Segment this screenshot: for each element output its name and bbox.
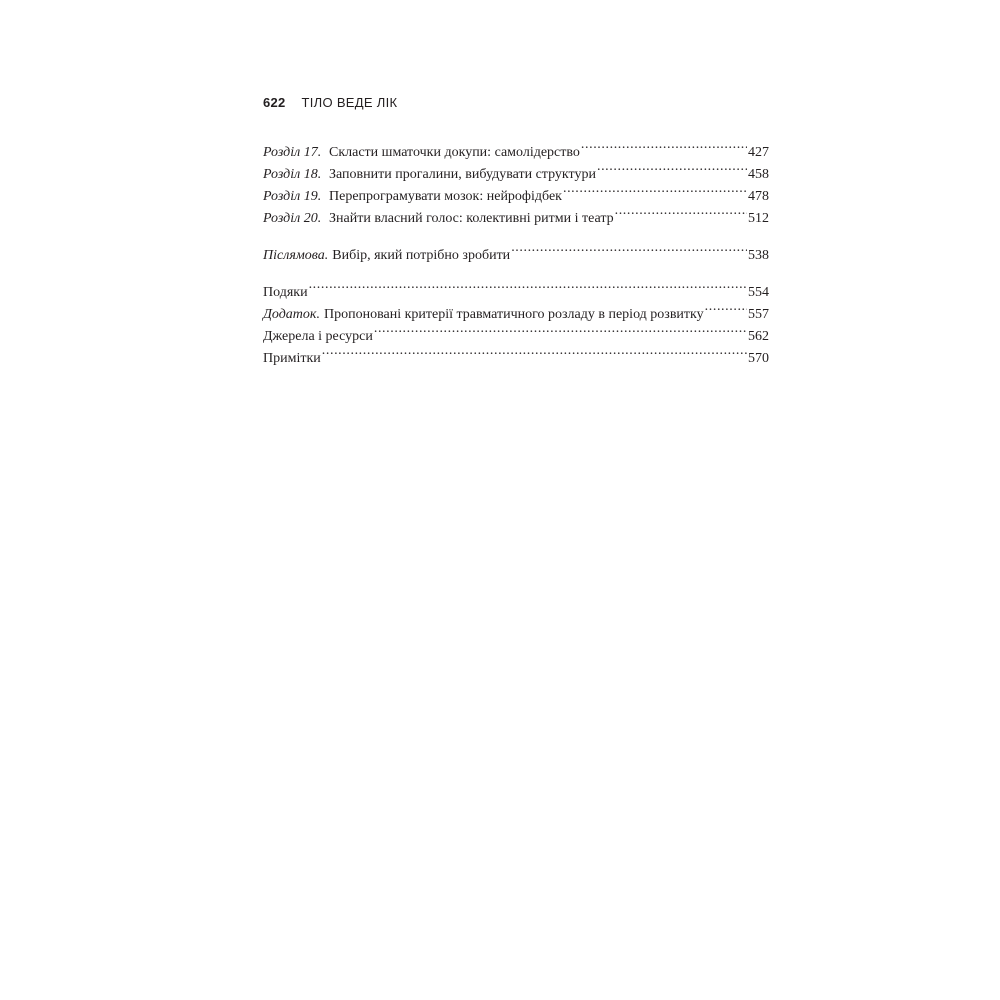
toc-page-number: 478: [748, 189, 769, 204]
dot-leader: [510, 237, 747, 259]
toc-chapter-title: Скласти шматочки докупи: самолідерство: [329, 145, 580, 160]
dot-leader: [373, 318, 747, 340]
toc-entry-title: Примітки: [263, 351, 321, 366]
toc-page-number: 554: [748, 285, 769, 300]
running-head: [263, 95, 397, 110]
toc-entry-chapter-17[interactable]: [263, 134, 769, 160]
toc-page-number: 570: [748, 351, 769, 366]
toc-chapter-label: Розділ 18.: [263, 167, 322, 182]
toc-afterword-title: Вибір, який потрібно зробити: [332, 248, 511, 263]
toc-entry-title: Подяки: [263, 285, 308, 300]
page-number: 622: [263, 95, 286, 110]
toc-page-number: 562: [748, 329, 769, 344]
toc-entry-notes[interactable]: [263, 340, 769, 366]
book-title: ТІЛО ВЕДЕ ЛІК: [301, 95, 398, 110]
toc-entry-appendix[interactable]: [263, 296, 769, 322]
toc-chapter-label: Розділ 20.: [263, 211, 322, 226]
dot-leader: [596, 156, 747, 178]
toc-chapter-title: Перепрограмувати мозок: нейрофідбек: [329, 189, 562, 204]
dot-leader: [562, 178, 747, 200]
dot-leader: [704, 296, 747, 318]
table-of-contents: [263, 134, 769, 377]
toc-chapter-title: Заповнити прогалини, вибудувати структури: [329, 167, 596, 182]
toc-chapter-label: Розділ 17.: [263, 145, 322, 160]
dot-leader: [580, 134, 747, 156]
dot-leader: [321, 340, 747, 362]
dot-leader: [614, 200, 747, 222]
toc-page-number: 427: [748, 145, 769, 160]
toc-page-number: 538: [748, 248, 769, 263]
toc-entry-title: Джерела і ресурси: [263, 329, 373, 344]
toc-afterword-group: [263, 237, 769, 263]
toc-afterword-label: Післямова.: [263, 248, 329, 263]
toc-page-number: 458: [748, 167, 769, 182]
toc-entry-title: Пропоновані критерії травматичного розладу в період розвитку: [323, 307, 704, 322]
toc-chapter-title: Знайти власний голос: колективні ритми і театр: [329, 211, 614, 226]
toc-entry-acknowledgements[interactable]: [263, 274, 769, 300]
toc-appendix-label: Додаток.: [263, 307, 320, 322]
toc-page-number: 557: [748, 307, 769, 322]
dot-leader: [308, 274, 747, 296]
toc-back-matter-group: [263, 274, 769, 366]
toc-entry-afterword[interactable]: [263, 237, 769, 263]
toc-page-number: 512: [748, 211, 769, 226]
toc-chapter-label: Розділ 19.: [263, 189, 322, 204]
toc-chapters-group: [263, 134, 769, 226]
